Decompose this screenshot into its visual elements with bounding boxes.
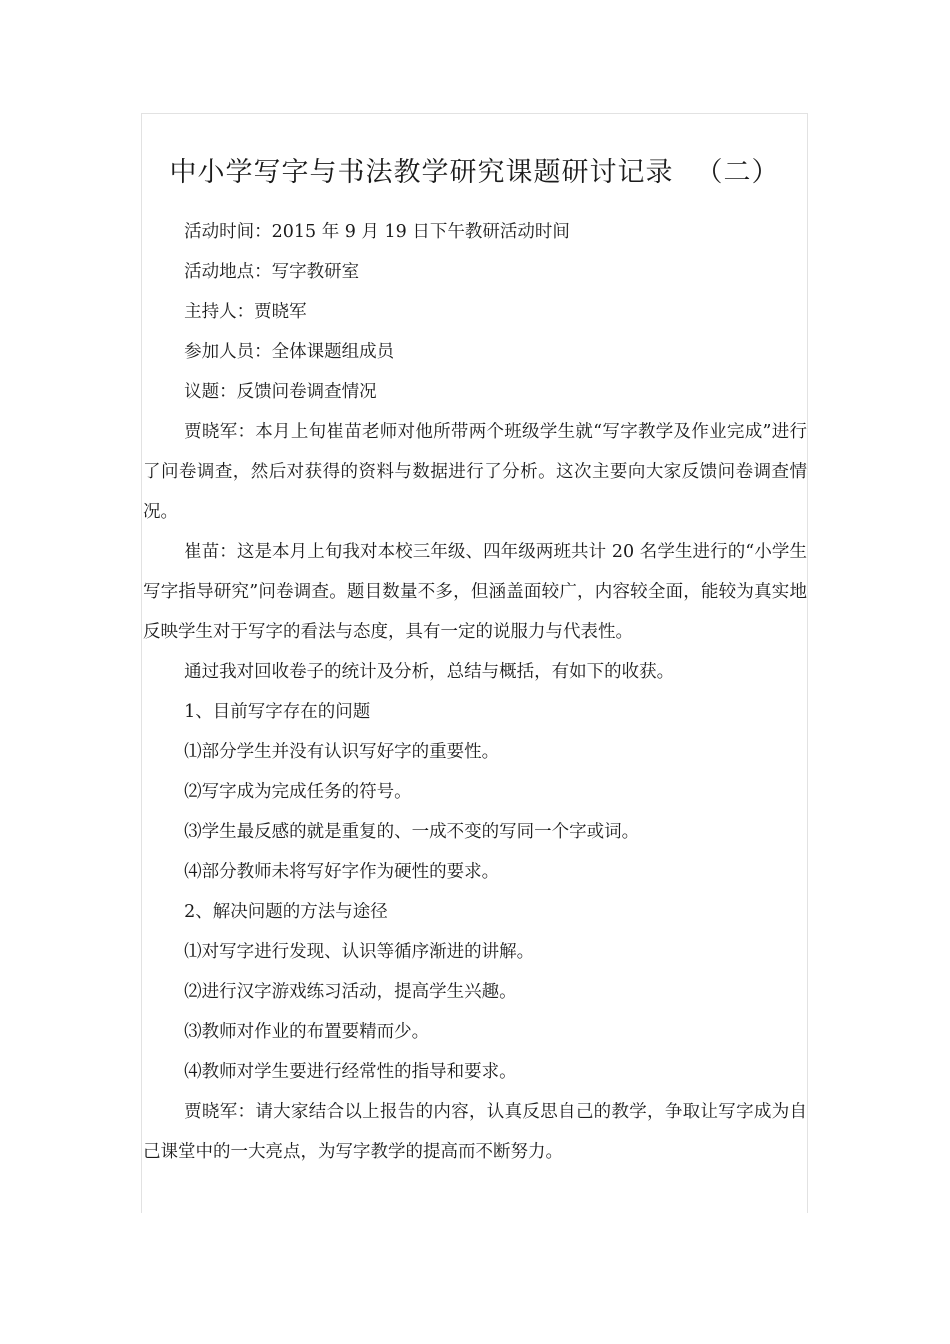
section2-item: ⑶教师对作业的布置要精而少。 [184,1022,430,1042]
section1-item: ⑴部分学生并没有认识写好字的重要性。 [184,742,500,762]
paragraph-conclusion: 贾晓军：请大家结合以上报告的内容，认真反思自己的教学，争取让写字成为自己课堂中的一大亮点，为写字教学的提高而不断努力。 [143,1102,807,1162]
document-body [143,212,807,1172]
section2-item: ⑴对写字进行发现、认识等循序渐进的讲解。 [184,942,535,962]
title-suffix: （二） [695,157,780,188]
section1-item: ⑶学生最反感的就是重复的、一成不变的写同一个字或词。 [184,822,640,842]
section1-item: ⑵写字成为完成任务的符号。 [184,782,412,802]
meta-topic: 议题：反馈问卷调查情况 [184,382,377,402]
meta-time: 活动时间：2015 年 9 月 19 日下午教研活动时间 [184,222,570,242]
paragraph-intro: 贾晓军：本月上旬崔苗老师对他所带两个班级学生就“写字教学及作业完成”进行了问卷调查，然后对获得的资料与数据进行了分析。这次主要向大家反馈问卷调查情况。 [143,422,807,522]
paragraph-report: 崔苗：这是本月上旬我对本校三年级、四年级两班共计 20 名学生进行的“小学生写字指导研究”问卷调查。题目数量不多，但涵盖面较广，内容较全面，能较为真实地反映学生对于写字的看法与态度，具有一定的说服力与代表性。 [143,542,807,642]
section1-item: ⑷部分教师未将写好字作为硬性的要求。 [184,862,500,882]
section2-item: ⑵进行汉字游戏练习活动，提高学生兴趣。 [184,982,517,1002]
section1-heading: 1、目前写字存在的问题 [184,702,371,722]
section2-item: ⑷教师对学生要进行经常性的指导和要求。 [184,1062,517,1082]
document-title [141,150,808,189]
meta-location: 活动地点：写字教研室 [184,262,360,282]
meta-participants: 参加人员：全体课题组成员 [184,342,395,362]
meta-host: 主持人：贾晓军 [184,302,307,322]
section2-heading: 2、解决问题的方法与途径 [184,902,388,922]
title-main: 中小学写字与书法教学研究课题研讨记录 [169,157,674,188]
paragraph-summary: 通过我对回收卷子的统计及分析，总结与概括，有如下的收获。 [184,662,675,682]
